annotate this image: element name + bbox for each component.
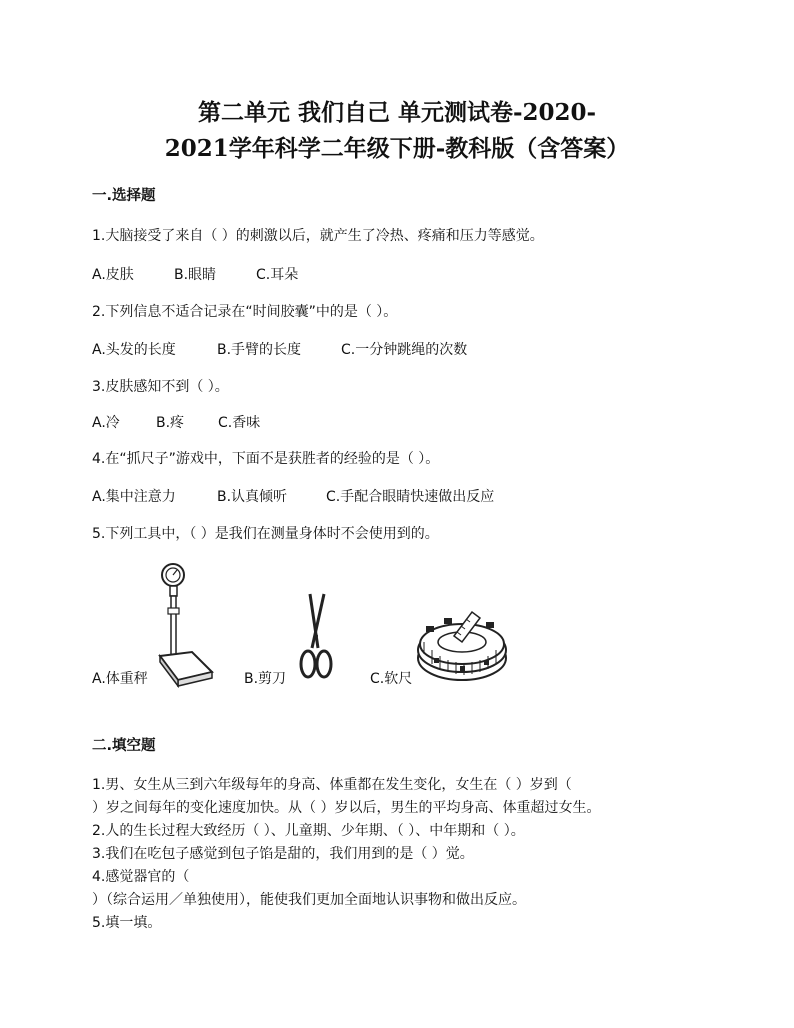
question-5-option-b: B.剪刀 — [244, 671, 287, 687]
fill-line-7: 5.填一填。 — [92, 915, 162, 931]
question-2-option-c: C.一分钟跳绳的次数 — [341, 342, 468, 358]
question-2-option-a: A.头发的长度 — [92, 342, 176, 358]
question-3: 3.皮肤感知不到（ ）。 — [92, 379, 229, 395]
document-title-line1: 第二单元 我们自己 单元测试卷-2020- — [197, 99, 597, 126]
question-1-option-a: A.皮肤 — [92, 267, 134, 283]
weight-scale-icon — [150, 560, 220, 688]
tape-measure-icon — [414, 606, 510, 688]
document-title-line2: 2021学年科学二年级下册-教科版（含答案） — [164, 135, 630, 162]
section-heading-fill-blank: 二.填空题 — [92, 738, 156, 754]
fill-line-3: 2.人的生长过程大致经历（ ）、儿童期、少年期、（ ）、中年期和（ ）。 — [92, 823, 525, 839]
question-4-option-b: B.认真倾听 — [217, 489, 288, 505]
question-4-option-a: A.集中注意力 — [92, 489, 176, 505]
question-1-option-b: B.眼睛 — [174, 267, 217, 283]
question-1-option-c: C.耳朵 — [256, 267, 299, 283]
question-1: 1.大脑接受了来自（ ）的刺激以后，就产生了冷热、疼痛和压力等感觉。 — [92, 228, 544, 244]
question-5-option-c: C.软尺 — [370, 671, 413, 687]
scissors-icon — [296, 592, 336, 684]
fill-line-1: 1.男、女生从三到六年级每年的身高、体重都在发生变化，女生在（ ）岁到（ — [92, 777, 572, 793]
question-2: 2.下列信息不适合记录在“时间胶囊”中的是（ ）。 — [92, 304, 398, 320]
question-4: 4.在“抓尺子”游戏中，下面不是获胜者的经验的是（ ）。 — [92, 451, 440, 467]
question-3-option-c: C.香味 — [218, 415, 261, 431]
question-3-option-a: A.冷 — [92, 415, 120, 431]
fill-line-2: ）岁之间每年的变化速度加快。从（ ）岁以后，男生的平均身高、体重超过女生。 — [92, 800, 601, 816]
question-3-option-b: B.疼 — [156, 415, 185, 431]
question-2-option-b: B.手臂的长度 — [217, 342, 302, 358]
question-5-option-a: A.体重秤 — [92, 671, 148, 687]
fill-line-5: 4.感觉器官的（ — [92, 869, 190, 885]
fill-line-4: 3.我们在吃包子感觉到包子馅是甜的，我们用到的是（ ）觉。 — [92, 846, 474, 862]
fill-line-6: ）（综合运用／单独使用），能使我们更加全面地认识事物和做出反应。 — [92, 892, 526, 908]
question-5: 5.下列工具中，（ ）是我们在测量身体时不会使用到的。 — [92, 526, 439, 542]
section-heading-choice: 一.选择题 — [92, 188, 156, 204]
question-4-option-c: C.手配合眼睛快速做出反应 — [326, 489, 495, 505]
